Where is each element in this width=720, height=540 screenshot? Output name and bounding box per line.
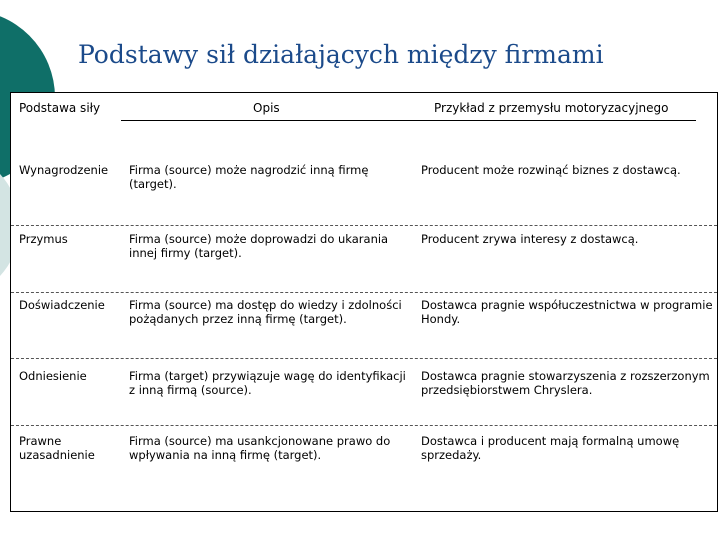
cell-description: Firma (source) ma usankcjonowane prawo do wpływania na inną firmę (target). bbox=[129, 434, 391, 462]
cell-description: Firma (source) może doprowadzi do ukarania innej firmy (target). bbox=[129, 232, 389, 260]
cell-example: Dostawca pragnie stowarzyszenia z rozszerzonym przedsiębiorstwem Chryslera. bbox=[421, 369, 710, 397]
cell-basis: Wynagrodzenie bbox=[19, 163, 109, 177]
row-divider bbox=[11, 425, 717, 426]
cell-example: Producent zrywa interesy z dostawcą. bbox=[421, 232, 639, 246]
slide-title: Podstawy sił działających między firmami bbox=[78, 40, 604, 69]
cell-basis: Przymus bbox=[19, 232, 68, 246]
row-divider bbox=[11, 225, 717, 226]
cell-description: Firma (target) przywiązuje wagę do identyfikacji z inną firmą (source). bbox=[129, 369, 406, 397]
cell-description: Firma (source) może nagrodzić inną firmę (target). bbox=[129, 163, 369, 191]
header-basis: Podstawa siły bbox=[19, 101, 101, 115]
cell-basis: Prawne uzasadnienie bbox=[19, 434, 95, 462]
header-rule bbox=[121, 120, 696, 121]
header-example: Przykład z przemysłu motoryzacyjnego bbox=[434, 101, 669, 115]
cell-example: Dostawca i producent mają formalną umowę sprzedaży. bbox=[421, 434, 680, 462]
cell-example: Producent może rozwinąć biznes z dostawcą. bbox=[421, 163, 681, 177]
cell-description: Firma (source) ma dostęp do wiedzy i zdolności pożądanych przez inną firmę (target). bbox=[129, 298, 402, 326]
row-divider bbox=[11, 292, 717, 293]
row-divider bbox=[11, 358, 717, 359]
cell-basis: Doświadczenie bbox=[19, 298, 105, 312]
cell-basis: Odniesienie bbox=[19, 369, 87, 383]
power-basis-table bbox=[10, 92, 718, 512]
header-description: Opis bbox=[253, 101, 280, 115]
cell-example: Dostawca pragnie współuczestnictwa w programie Hondy. bbox=[421, 298, 713, 326]
